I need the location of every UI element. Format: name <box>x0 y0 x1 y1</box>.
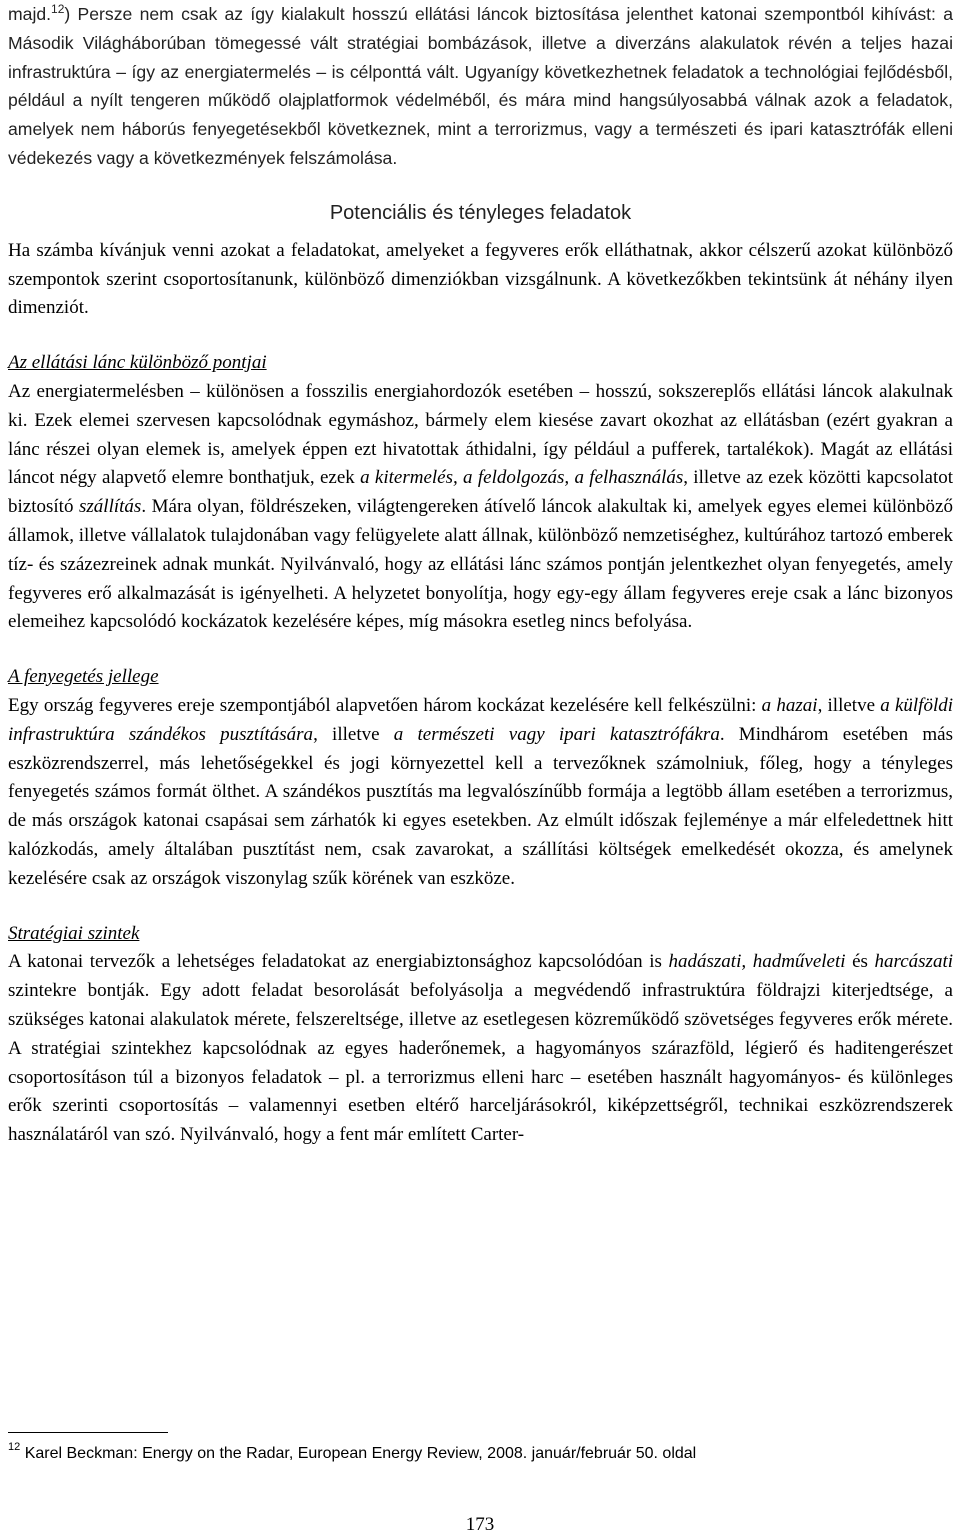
text-run: . Mára olyan, földrészeken, világtengereken átívelő láncok alakultak ki, amelyek egyes elemei különböző államok, illetve vállalatok tulajdonában vagy felügyelete alatt állnak, különböző nemzetiséghez, kultúrához tartozó emberek tíz- és százezreinek adnak munkát. Nyilvánvaló, hogy az ellátási lánc számos pontján jelentkezhet olyan fenyegetés, amely fegyveres erő alkalmazását is igényelheti. A helyzetet bonyolítja, hogy egy-egy állam fegyveres ereje csak a lánc bizonyos elemeihez kapcsolódó kockázatok kezelésére képes, míg másokra esetleg nincs befolyása. <box>8 496 953 633</box>
italic-run: harcászati <box>874 951 953 973</box>
intro-text: ) Persze nem csak az így kialakult hosszú ellátási láncok biztosítása jelenthet katonai szempontból kihívást: a Második Világháborúban tömegessé vált stratégiai bombázások, illetve a diverzáns alakulatok révén a teljes hazai infrastruktúra – így az energiatermelés – is célponttá vált. Ugyanígy következhetnek feladatok a technológiai fejlődésből, például a nyílt tengeren működő olajplatformok védelméből, és mára mind hangsúlyosabbá válnak azok a feladatok, amelyek nem háborús fenyegetésekből következnek, mint a terrorizmus, vagy a természeti és ipari katasztrófák elleni védekezés vagy a következmények felszámolása. <box>8 4 953 168</box>
subheading-threat-nature: A fenyegetés jellege <box>8 666 159 688</box>
text-run: , illetve <box>313 723 394 745</box>
italic-run: a hazai <box>761 694 818 716</box>
text-run: szintekre bontják. Egy adott feladat besorolását befolyásolja a megvédendő infrastruktúra földrajzi kiterjedtsége, a szükséges katonai alakulatok mérete, felszereltsége, illetve az esetlegesen közreműködő szövetséges fegyveres erők mérete. A stratégiai szintekhez kapcsolódnak az egyes haderőnemek, a hagyományos szárazföld, légierő és haditengerészet csoportosításon túl a bizonyos feladatok – pl. a terrorizmus elleni harc – esetében használt hagyományos- és különleges erők szerinti csoportosítás – valamennyi esetben eltérő harceljárásokról, kiképzettségről, technikai eszközrendszerek használatáról van szó. Nyilvánvaló, hogy a fent már említett Carter- <box>8 980 953 1146</box>
italic-run: a természeti vagy ipari katasztrófákra <box>393 723 720 745</box>
subheading-supply-chain: Az ellátási lánc különböző pontjai <box>8 352 267 374</box>
footnote-text: Karel Beckman: Energy on the Radar, European Energy Review, 2008. január/február 50. oldal <box>20 1445 697 1462</box>
italic-run: a kitermelés, a feldolgozás, a felhasználás <box>360 467 684 489</box>
italic-run: hadászati, hadműveleti <box>668 951 846 973</box>
strategic-levels-paragraph <box>8 948 953 1150</box>
section-title: Potenciális és tényleges feladatok <box>329 201 632 224</box>
text-run: , illetve <box>817 694 881 716</box>
italic-run: a külföldi infrastruktúra szándékos pusztítására <box>8 694 953 745</box>
intro-text-start: majd. <box>8 4 52 24</box>
footnote <box>8 1442 696 1466</box>
supply-chain-paragraph <box>8 378 953 637</box>
text-run: . Mindhárom esetében más eszközrendszerrel, más lehetőségekkel és jogi környezettel kell a tervezőknek számolniuk, főleg, hogy a tényleges fenyegetés számos formát ölthet. A szándékos pusztítás ma legvalószínűbb formája a legtöbb állam esetében a terrorizmus, de más országok katonai csapásai sem zárhatók ki egyes esetekben. Az elmúlt időszak fejleménye a már elfeledettnek hitt kalózkodás, amely általában pusztítást nem, csak zavarokat, a szállítási költségek emelkedését okozza, és amelynek kezelésére csak az országok viszonylag szűk körének van eszköze. <box>8 723 953 889</box>
subheading-strategic-levels: Stratégiai szintek <box>8 922 140 944</box>
footnote-number: 12 <box>8 1441 21 1453</box>
text-run: , illetve az ezek közötti kapcsolatot biztosító <box>8 467 954 518</box>
text-run: és <box>845 951 875 973</box>
section-intro-paragraph: Ha számba kívánjuk venni azokat a feladatokat, amelyeket a fegyveres erők elláthatnak, akkor célszerű azokat különböző szempontok szerint csoportosítanunk, különböző dimenziókban vizsgálnunk. A következőkben tekintsünk át néhány ilyen dimenziót. <box>8 239 953 319</box>
intro-paragraph <box>8 0 953 173</box>
footnote-reference[interactable]: 12 <box>51 2 65 16</box>
threat-nature-paragraph <box>8 692 953 894</box>
text-run: Egy ország fegyveres ereje szempontjából alapvetően három kockázat kezelésére kell felkészülni: <box>8 694 762 716</box>
footnote-divider <box>8 1432 168 1433</box>
text-run: A katonai tervezők a lehetséges feladatokat az energiabiztonsághoz kapcsolódóan is <box>8 951 669 973</box>
italic-run: szállítás <box>79 496 142 518</box>
page-number: 173 <box>465 1514 495 1535</box>
text-run: Az energiatermelésben – különösen a fosszilis energiahordozók esetében – hosszú, sokszereplős ellátási láncok alakulnak ki. Ezek elemei szervesen kapcsolódnak egymáshoz, bármely elem kiesése zavart okozhat az ellátásban (ezért gyakran a lánc részei olyan elemek is, amelyek éppen ezt hivatottak áthidalni, így például a pufferek, tartalékok). Magát az ellátási láncot négy alapvető elemre bonthatjuk, ezek <box>8 380 953 489</box>
